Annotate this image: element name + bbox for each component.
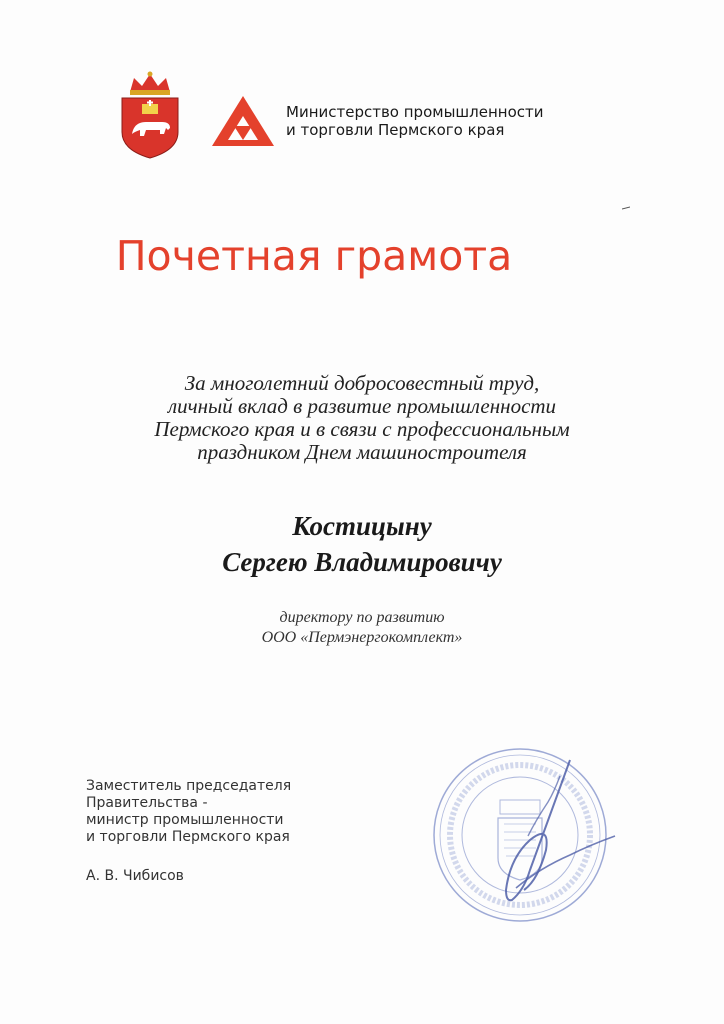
award-reason <box>0 372 724 464</box>
recipient-name <box>0 508 724 580</box>
reason-line: праздником Днем машиностроителя <box>197 440 527 464</box>
recipient-given-names: Сергею Владимировичу <box>222 547 502 577</box>
official-round-seal-icon <box>420 740 620 940</box>
position-title: директору по развитию <box>279 609 445 626</box>
recipient-position <box>0 608 724 648</box>
certificate-title <box>0 232 724 280</box>
signer-title-line: и торговли Пермского края <box>86 829 290 845</box>
reason-line: Пермского края и в связи с профессиональным <box>154 417 570 441</box>
speck-mark <box>622 206 630 210</box>
ministry-name-line: Министерство промышленности <box>286 103 544 121</box>
ministry-name-line: и торговли Пермского края <box>286 121 505 139</box>
signer-title-line: Заместитель председателя <box>86 778 292 794</box>
reason-line: личный вклад в развитие промышленности <box>167 394 557 418</box>
signer-title-line: Правительства - <box>86 795 208 811</box>
ministry-name <box>286 103 543 139</box>
reason-line: За многолетний добросовестный труд, <box>184 371 540 395</box>
perm-krai-coat-of-arms-icon <box>118 70 182 160</box>
signer-name: А. В. Чибисов <box>86 868 184 884</box>
position-company: ООО «Пермэнергокомплект» <box>261 629 463 646</box>
signer-title-line: министр промышленности <box>86 812 284 828</box>
recipient-surname: Костицыну <box>292 511 432 541</box>
ministry-triangle-logo-icon <box>212 96 274 146</box>
signer-title <box>86 778 291 846</box>
certificate-title-text: Почетная грамота <box>115 232 513 280</box>
